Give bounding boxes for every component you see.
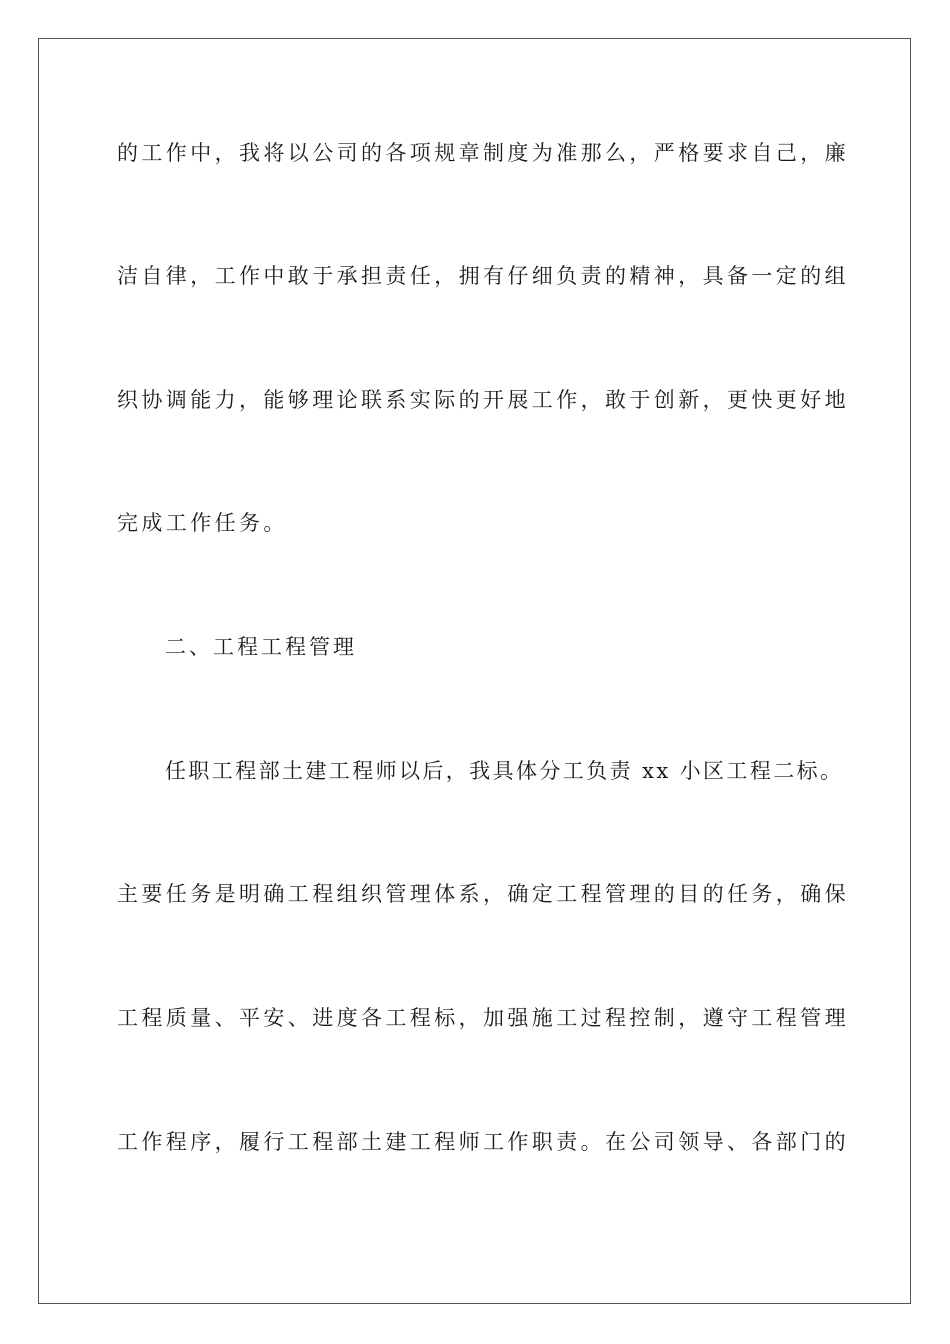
paragraph-line: 主要任务是明确工程组织管理体系，确定工程管理的目的任务，确保 bbox=[117, 882, 849, 906]
paragraph-line: 织协调能力，能够理论联系实际的开展工作，敢于创新，更快更好地 bbox=[117, 388, 849, 412]
section-heading: 二、工程工程管理 bbox=[165, 635, 357, 659]
paragraph-line: 工程质量、平安、进度各工程标，加强施工过程控制，遵守工程管理 bbox=[117, 1006, 849, 1030]
paragraph-line: 完成工作任务。 bbox=[117, 511, 288, 535]
paragraph-line: 任职工程部土建工程师以后，我具体分工负责 xx 小区工程二标。 bbox=[165, 759, 844, 783]
page-border bbox=[38, 38, 911, 1304]
paragraph-line: 的工作中，我将以公司的各项规章制度为准那么，严格要求自己，廉 bbox=[117, 141, 849, 165]
paragraph-line: 洁自律，工作中敢于承担责任，拥有仔细负责的精神，具备一定的组 bbox=[117, 264, 849, 288]
paragraph-line: 工作程序，履行工程部土建工程师工作职责。在公司领导、各部门的 bbox=[117, 1130, 849, 1154]
